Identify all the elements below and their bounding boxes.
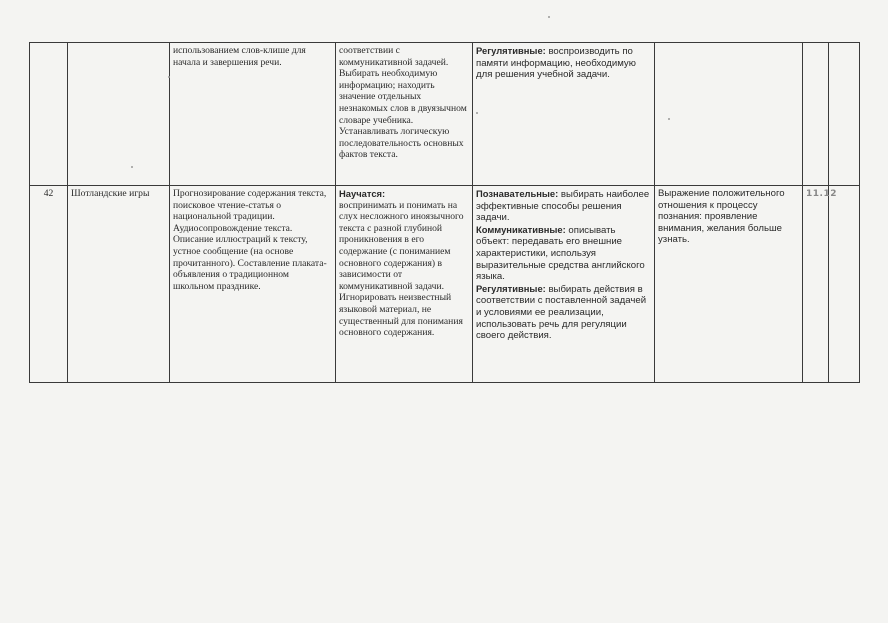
topic-cell <box>68 43 170 186</box>
uud-cell <box>473 186 655 383</box>
subject-results-cell <box>336 186 473 383</box>
uud-label-regulative: Регулятивные: <box>476 45 546 56</box>
subject-label: Научатся: <box>339 188 386 199</box>
topic-cell: Шотландские игры <box>68 186 170 383</box>
scan-speck <box>131 166 133 168</box>
date-cell <box>803 186 837 383</box>
scan-speck <box>548 16 550 18</box>
content-text: Прогнозирование содержания текста, поисковое чтение-статья о национальной традиции. Аудиосопровождение текста. Описание иллюстраций к тексту, устное сообщение (на основе прочитанного). Составление плаката-объявления о традиционном школьном празднике. <box>173 188 327 292</box>
table-row <box>30 186 860 383</box>
lesson-number-cell: 42 <box>30 186 68 383</box>
fact-date-cell <box>829 43 860 186</box>
handwritten-date: 11.12 <box>806 189 837 199</box>
uud-text-communicative: описывать объект: передавать его внешние характеристики, используя выразительные средства английского языка. <box>476 224 645 283</box>
uud-text-cognitive: выбирать наиболее эффективные способы решения задачи. <box>476 189 650 224</box>
scan-speck <box>168 76 170 78</box>
content-cell <box>170 186 336 383</box>
table-row <box>30 43 860 186</box>
uud-text-regulative: воспроизводить по памяти информацию, необходимую для решения учебной задачи. <box>476 46 636 81</box>
uud-cell <box>473 43 655 186</box>
uud-label-cognitive: Познавательные: <box>476 188 559 199</box>
uud-cognitive <box>476 188 651 224</box>
subject-results-cell <box>336 43 473 186</box>
scan-speck <box>668 118 670 120</box>
date-cell <box>803 43 829 186</box>
uud-text-regulative: выбирать действия в соответствии с поставленной задачей и условиями ее реализации, использовать речь для регуляции своего действия. <box>476 283 647 342</box>
lesson-number-cell <box>30 43 68 186</box>
uud-label-regulative: Регулятивные: <box>476 282 546 294</box>
personal-results-cell: Выражение положительного отношения к процессу познания: проявление внимания, желания больше узнать. <box>655 186 803 383</box>
scan-speck <box>476 112 478 114</box>
lesson-plan-table <box>29 42 860 383</box>
content-cell <box>170 43 336 186</box>
subject-results-text: соответствии с коммуникативной задачей. Выбирать необходимую информацию; находить значение отдельных незнакомых слов в двуязычном словаре учебника. Устанавливать логическую последовательность основных фактов текста. <box>339 45 467 161</box>
uud-regulative <box>476 283 651 342</box>
fact-date-cell <box>829 186 860 383</box>
personal-results-cell <box>655 43 803 186</box>
content-text: использованием слов-клише для начала и завершения речи. <box>173 45 306 68</box>
uud-communicative <box>476 224 651 283</box>
uud-label-communicative: Коммуникативные: <box>476 223 566 235</box>
subject-results-text: воспринимать и понимать на слух несложного иноязычного текста с разной глубиной проникновения в его содержание (с пониманием основного содержания) в зависимости от коммуникативной задачи. Игнорировать неизвестный языковой материал, не существенный для понимания основного содержания. <box>339 199 464 339</box>
